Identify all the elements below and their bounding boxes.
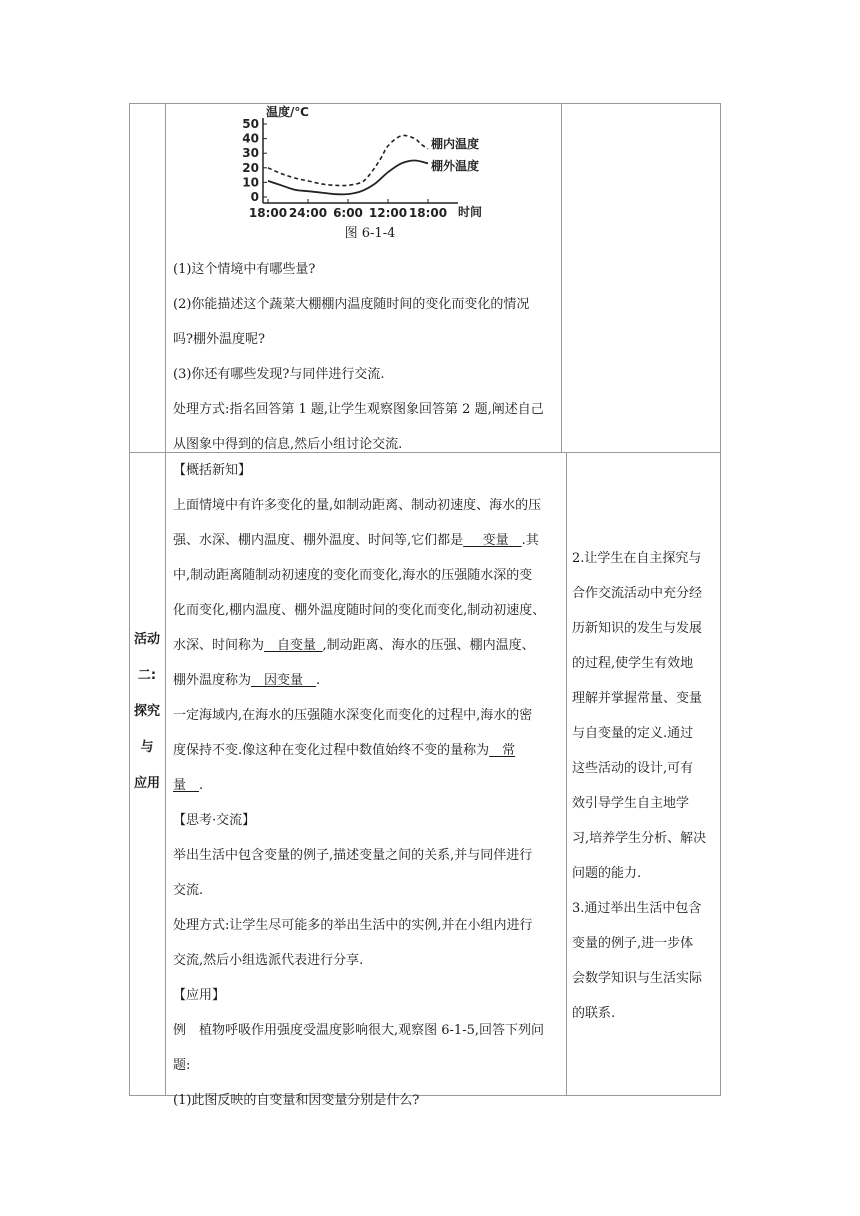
row1-content (173, 252, 544, 462)
handling-method-line-1: 处理方式:指名回答第 1 题,让学生观察图象回答第 2 题,阐述自己 (173, 402, 544, 417)
note-line: 的联系. (572, 1006, 616, 1021)
note-line: 2.让学生在自主探究与 (572, 551, 702, 566)
x-tick-label: 12:00 (368, 206, 408, 220)
table-col2-border-top (561, 103, 562, 453)
question-2-line-1: (2)你能描述这个蔬菜大棚棚内温度随时间的变化而变化的情况 (173, 297, 530, 312)
paragraph-line: 处理方式:让学生尽可能多的举出生活中的实例,并在小组内进行 (173, 918, 533, 933)
table-col1-border-top (165, 103, 166, 453)
y-axis-label: 温度/℃ (266, 105, 309, 119)
blank-answer-dependent: 因变量 (264, 673, 304, 688)
activity-label-line: 二: (137, 668, 157, 683)
paragraph-line: (1)此图反映的自变量和因变量分别是什么? (173, 1093, 420, 1108)
paragraph-line: 一定海域内,在海水的压强随水深变化而变化的过程中,海水的密 (173, 708, 533, 723)
x-tick-label: 18:00 (408, 206, 448, 220)
question-1: (1)这个情境中有哪些量? (173, 262, 316, 277)
note-line: 历新知识的发生与发展 (572, 621, 703, 636)
activity-label-line: 与 (140, 740, 154, 755)
activity-label-line: 探究 (133, 704, 160, 719)
paragraph-line: 水深、时间称为 自变量 ,制动距离、海水的压强、棚内温度、 (173, 638, 535, 653)
paragraph-line: 上面情境中有许多变化的量,如制动距离、制动初速度、海水的压 (173, 498, 542, 513)
note-line: 3.通过举出生活中包含 (572, 901, 702, 916)
handling-method-line-2: 从图象中得到的信息,然后小组讨论交流. (173, 437, 403, 452)
note-line: 习,培养学生分析、解决 (572, 831, 707, 846)
x-tick-label: 18:00 (248, 206, 288, 220)
table-col1-border-bottom (165, 452, 166, 1096)
legend-outside-temperature: 棚外温度 (431, 159, 480, 173)
paragraph-line: 交流. (173, 883, 204, 898)
table-col2-border-bottom (566, 452, 567, 1096)
series-line-outside-temperature (268, 161, 428, 195)
y-tick-label: 20 (242, 160, 259, 175)
note-line: 会数学知识与生活实际 (572, 971, 703, 986)
note-line: 效引导学生自主地学 (572, 796, 690, 811)
question-2-line-2: 吗?棚外温度呢? (173, 332, 265, 347)
note-line: 与自变量的定义.通过 (572, 726, 694, 741)
paragraph-line: 例 植物呼吸作用强度受温度影响很大,观察图 6-1-5,回答下列问 (173, 1023, 544, 1038)
x-tick-label: 6:00 (333, 206, 363, 220)
section-heading-think: 【思考·交流】 (173, 813, 256, 828)
blank-answer-independent: 自变量 (277, 638, 317, 653)
y-tick-label: 10 (242, 175, 259, 190)
x-axis-label: 时间 (458, 205, 483, 219)
section-heading-summary: 【概括新知】 (173, 463, 252, 478)
y-tick-label: 40 (242, 131, 259, 146)
paragraph-line: 化而变化,棚内温度、棚外温度随时间的变化而变化,制动初速度、 (173, 603, 546, 618)
paragraph-line: 棚外温度称为 因变量 . (173, 673, 321, 688)
y-tick-label: 50 (242, 117, 259, 131)
figure-caption: 图 6-1-4 (344, 226, 396, 241)
question-3: (3)你还有哪些发现?与同伴进行交流. (173, 367, 385, 382)
activity-label-line: 活动 (133, 632, 160, 647)
note-line: 合作交流活动中充分经 (572, 586, 703, 601)
paragraph-line: 强、水深、棚内温度、棚外温度、时间等,它们都是 变量 .其 (173, 533, 539, 548)
paragraph-line: 题: (173, 1058, 191, 1073)
blank-answer-variable: 变量 (482, 533, 509, 548)
section-heading-application: 【应用】 (173, 988, 226, 1003)
design-notes (572, 541, 718, 1031)
note-line: 的过程,使学生有效地 (572, 656, 694, 671)
blank-answer-constant-cont: 量 (173, 778, 187, 793)
table-right-border-bottom (720, 452, 721, 1096)
note-line: 这些活动的设计,可有 (572, 761, 694, 776)
x-tick-label: 24:00 (288, 206, 328, 220)
activity-label (129, 622, 165, 802)
note-line: 理解并掌握常量、变量 (572, 691, 703, 706)
temperature-chart (230, 104, 500, 222)
note-line: 变量的例子,进一步体 (572, 936, 694, 951)
blank-answer-constant: 常 (502, 743, 516, 758)
y-tick-label: 30 (242, 146, 259, 161)
legend-inside-temperature: 棚内温度 (431, 137, 480, 151)
row2-content (173, 453, 545, 1118)
activity-label-line: 应用 (133, 776, 160, 791)
paragraph-line: 交流,然后小组选派代表进行分享. (173, 953, 364, 968)
paragraph-line: 中,制动距离随制动初速度的变化而变化,海水的压强随水深的变 (173, 568, 533, 583)
table-right-border-top (720, 103, 721, 453)
paragraph-line: 度保持不变.像这种在变化过程中数值始终不变的量称为 常 (173, 743, 516, 758)
paragraph-line: 量 . (173, 778, 204, 793)
table-left-border (129, 103, 130, 1096)
y-tick-label: 0 (250, 190, 259, 204)
paragraph-line: 举出生活中包含变量的例子,描述变量之间的关系,并与同伴进行 (173, 848, 533, 863)
note-line: 问题的能力. (572, 866, 642, 881)
series-line-inside-temperature (268, 135, 428, 185)
